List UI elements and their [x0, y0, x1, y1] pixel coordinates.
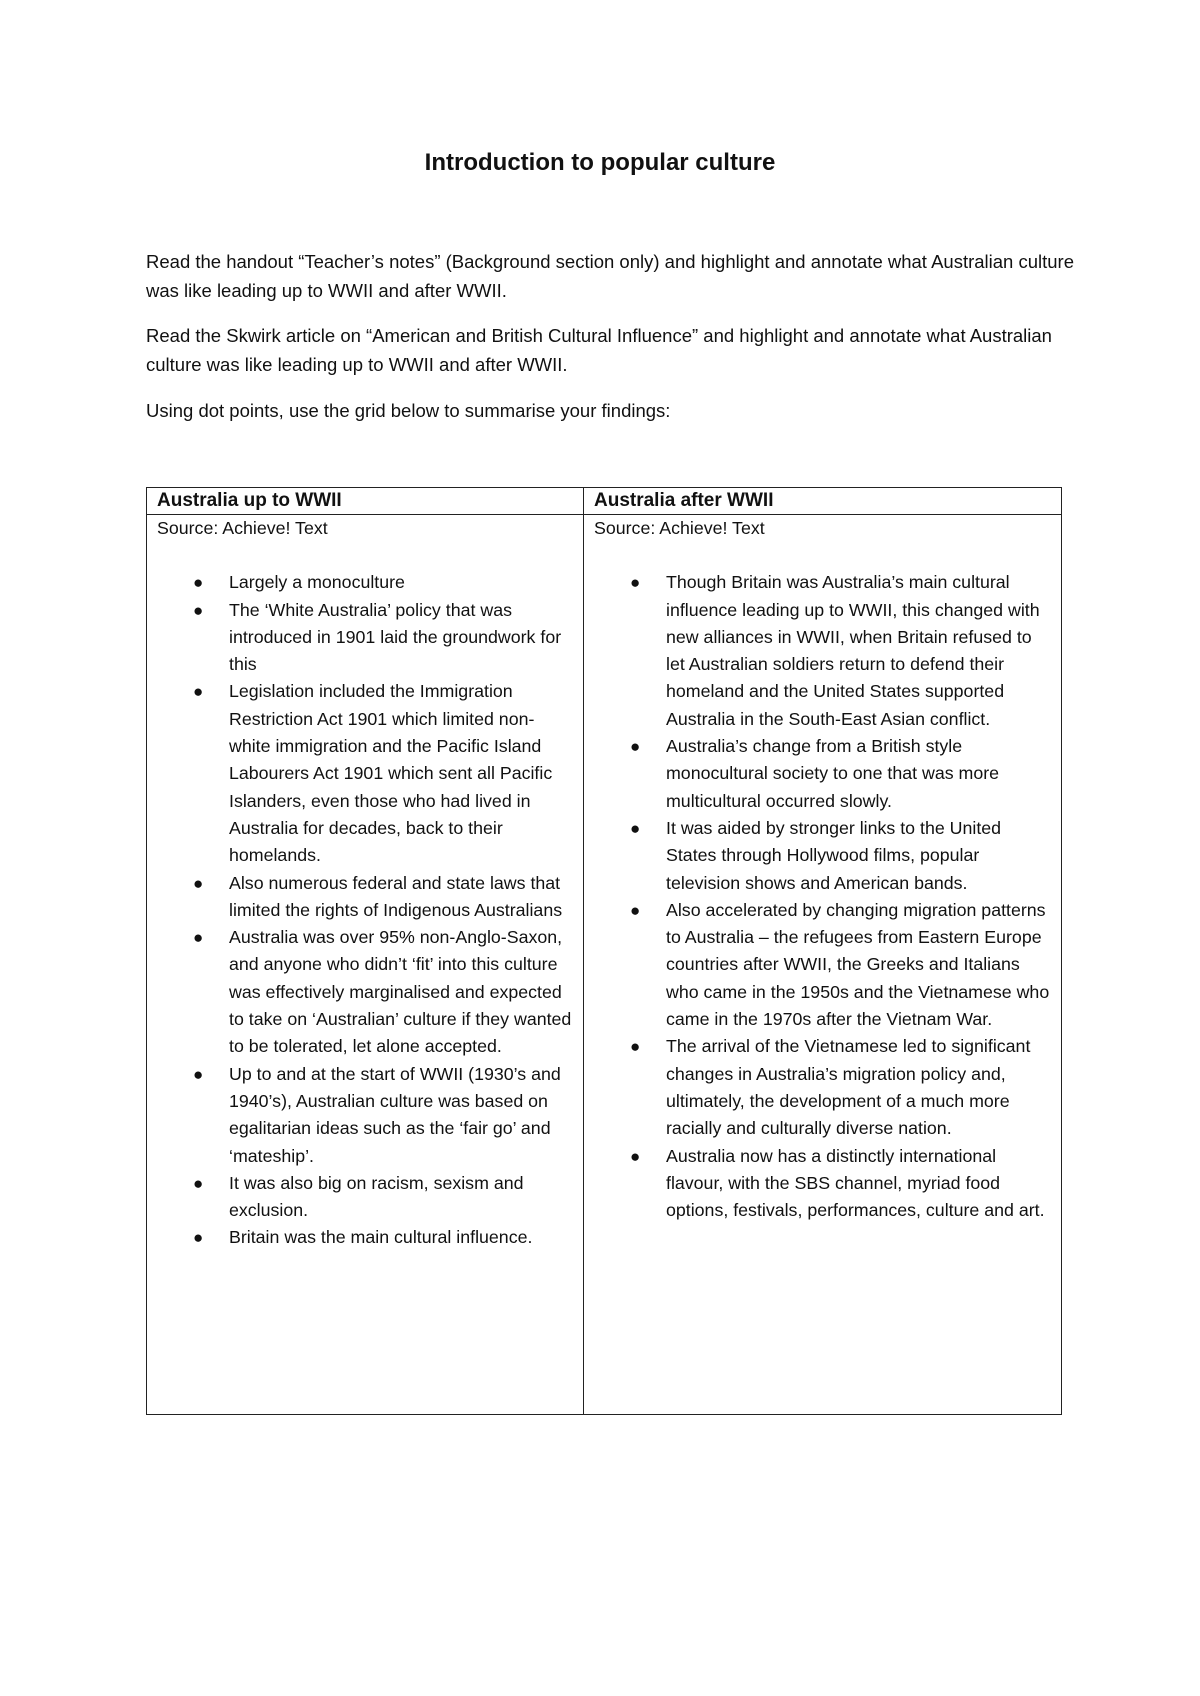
- instruction-paragraph-3: Using dot points, use the grid below to summarise your findings:: [146, 400, 671, 421]
- list-item: ● Australia’s change from a British style monocultural society to one that was more multicultural occurred slowly.: [594, 733, 1051, 815]
- bullet-icon: ●: [193, 682, 204, 702]
- instruction-paragraph-1: Read the handout “Teacher’s notes” (Background section only) and highlight and annotate what Australian culture was like leading up to WWII and after WWII.: [146, 251, 1074, 301]
- cell-up-to-wwii: [147, 515, 584, 1415]
- cell-after-wwii: [584, 515, 1062, 1415]
- list-item: ● Legislation included the Immigration Restriction Act 1901 which limited non-white immigration and the Pacific Island Labourers Act 1901 which sent all Pacific Islanders, even those who had lived in Australia for decades, back to their homelands.: [157, 678, 573, 869]
- bullet-icon: ●: [193, 928, 204, 948]
- list-item: ● Though Britain was Australia’s main cultural influence leading up to WWII, this changed with new alliances in WWII, when Britain refused to let Australian soldiers return to defend their homeland and the United States supported Australia in the South-East Asian conflict.: [594, 569, 1051, 733]
- bullet-icon: ●: [630, 900, 641, 920]
- bullet-icon: ●: [193, 600, 204, 620]
- list-item: ● The arrival of the Vietnamese led to significant changes in Australia’s migration policy and, ultimately, the development of a much more racially and culturally diverse nation.: [594, 1033, 1051, 1142]
- list-item: ● Up to and at the start of WWII (1930’s and 1940’s), Australian culture was based on egalitarian ideas such as the ‘fair go’ and ‘mateship’.: [157, 1061, 573, 1170]
- list-item: ● The ‘White Australia’ policy that was introduced in 1901 laid the groundwork for this: [157, 597, 573, 679]
- bullet-icon: ●: [630, 1037, 641, 1057]
- bullet-list-up-to-wwii: [157, 569, 573, 1251]
- grid-header-row: [147, 488, 1062, 515]
- instruction-paragraph-2: Read the Skwirk article on “American and British Cultural Influence” and highlight and annotate what Australian culture was like leading up to WWII and after WWII.: [146, 325, 1052, 375]
- list-item: ● It was aided by stronger links to the United States through Hollywood films, popular television shows and American bands.: [594, 815, 1051, 897]
- page-title: Introduction to popular culture: [424, 149, 776, 176]
- list-item: ● Also accelerated by changing migration patterns to Australia – the refugees from Eastern Europe countries after WWII, the Greeks and Italians who came in the 1950s and the Vietnamese who came in the 1970s after the Vietnam War.: [594, 897, 1051, 1033]
- list-item: ● Australia now has a distinctly international flavour, with the SBS channel, myriad food options, festivals, performances, culture and art.: [594, 1143, 1051, 1225]
- summary-grid: [146, 487, 1062, 1415]
- bullet-icon: ●: [630, 737, 641, 757]
- bullet-icon: ●: [193, 1064, 204, 1084]
- bullet-icon: ●: [193, 873, 204, 893]
- grid-content-row: [147, 515, 1062, 1415]
- bullet-icon: ●: [193, 573, 204, 593]
- list-item: ● Also numerous federal and state laws that limited the rights of Indigenous Australians: [157, 870, 573, 925]
- bullet-icon: ●: [193, 1173, 204, 1193]
- header-after-wwii: Australia after WWII: [584, 488, 1062, 515]
- bullet-list-after-wwii: [594, 569, 1051, 1224]
- list-item: ● Britain was the main cultural influence.: [157, 1224, 573, 1251]
- header-up-to-wwii: Australia up to WWII: [147, 488, 584, 515]
- bullet-icon: ●: [630, 1146, 641, 1166]
- bullet-icon: ●: [630, 818, 641, 838]
- source-label: Source: Achieve! Text: [157, 518, 328, 538]
- list-item: ● Largely a monoculture: [157, 569, 573, 596]
- bullet-icon: ●: [630, 573, 641, 593]
- list-item: ● It was also big on racism, sexism and exclusion.: [157, 1170, 573, 1225]
- bullet-icon: ●: [193, 1228, 204, 1248]
- list-item: ● Australia was over 95% non-Anglo-Saxon, and anyone who didn’t ‘fit’ into this culture was effectively marginalised and expected to take on ‘Australian’ culture if they wanted to be tolerated, let alone accepted.: [157, 924, 573, 1060]
- source-label: Source: Achieve! Text: [594, 518, 765, 538]
